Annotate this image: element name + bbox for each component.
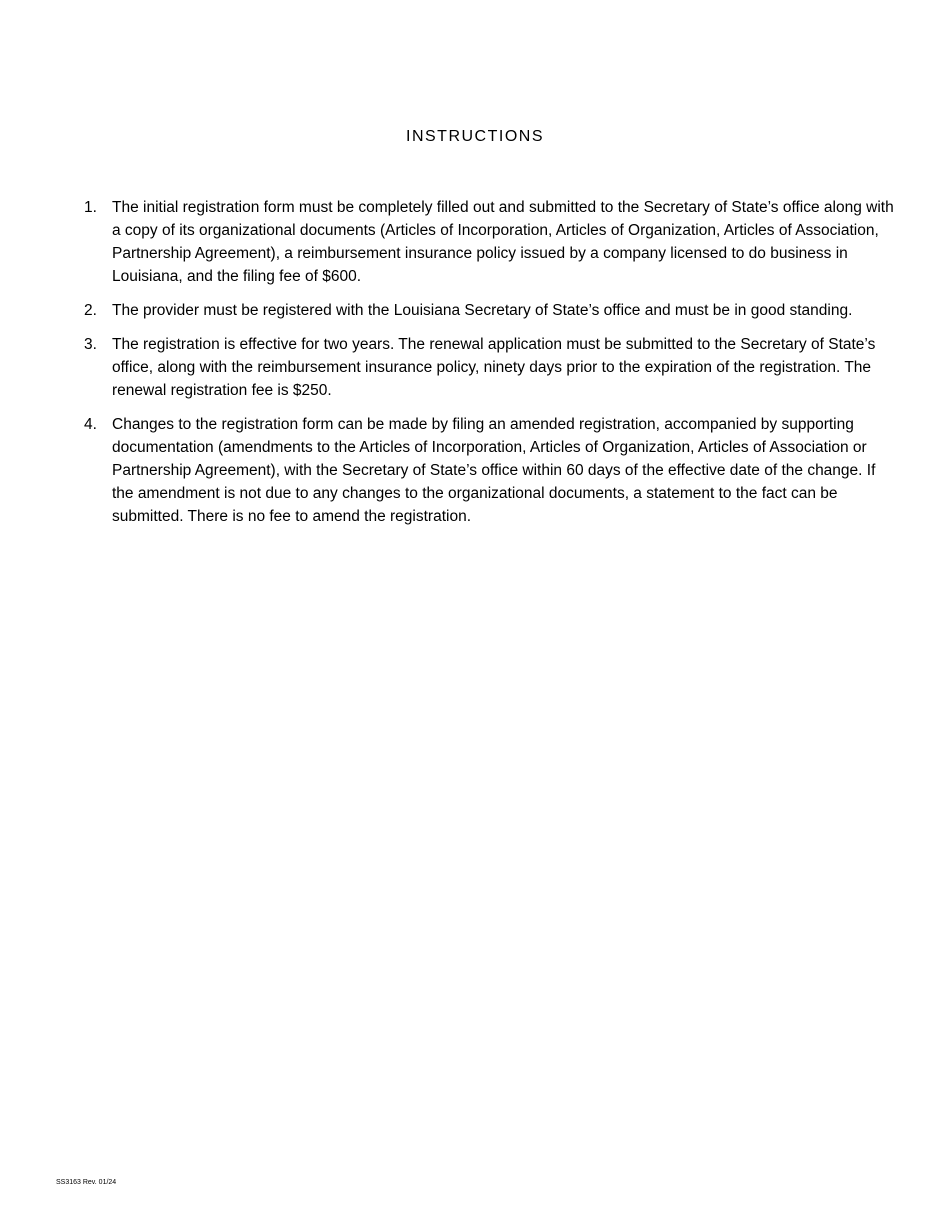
- item-text: The provider must be registered with the Louisiana Secretary of State’s office and must be in good standing.: [112, 302, 853, 319]
- instruction-item: [80, 196, 895, 288]
- page-title: INSTRUCTIONS: [406, 128, 544, 145]
- instruction-item: [80, 333, 895, 402]
- instructions-list: [80, 196, 895, 539]
- item-text: The initial registration form must be completely filled out and submitted to the Secretary of State’s office along with a copy of its organizational documents (Articles of Incorporation, Articles of Organization, Articles of Association, Partnership Agreement), a reimbursement insurance policy issued by a company licensed to do business in Louisiana, and the filing fee of $600.: [112, 199, 894, 285]
- form-code: SS3163 Rev. 01/24: [56, 1179, 117, 1186]
- item-number: 1.: [84, 199, 97, 216]
- item-number: 2.: [84, 302, 97, 319]
- item-text: The registration is effective for two years. The renewal application must be submitted to the Secretary of State’s office, along with the reimbursement insurance policy, ninety days prior to the expiration of the registration. The renewal registration fee is $250.: [112, 336, 876, 399]
- item-number: 3.: [84, 336, 97, 353]
- instruction-item: [80, 413, 895, 528]
- instruction-item: [80, 299, 895, 322]
- item-number: 4.: [84, 416, 97, 433]
- item-text: Changes to the registration form can be made by filing an amended registration, accompanied by supporting documentation (amendments to the Articles of Incorporation, Articles of Organization, Articles of Association or Partnership Agreement), with the Secretary of State’s office within 60 days of the effective date of the change. If the amendment is not due to any changes to the organizational documents, a statement to the fact can be submitted. There is no fee to amend the registration.: [112, 416, 876, 525]
